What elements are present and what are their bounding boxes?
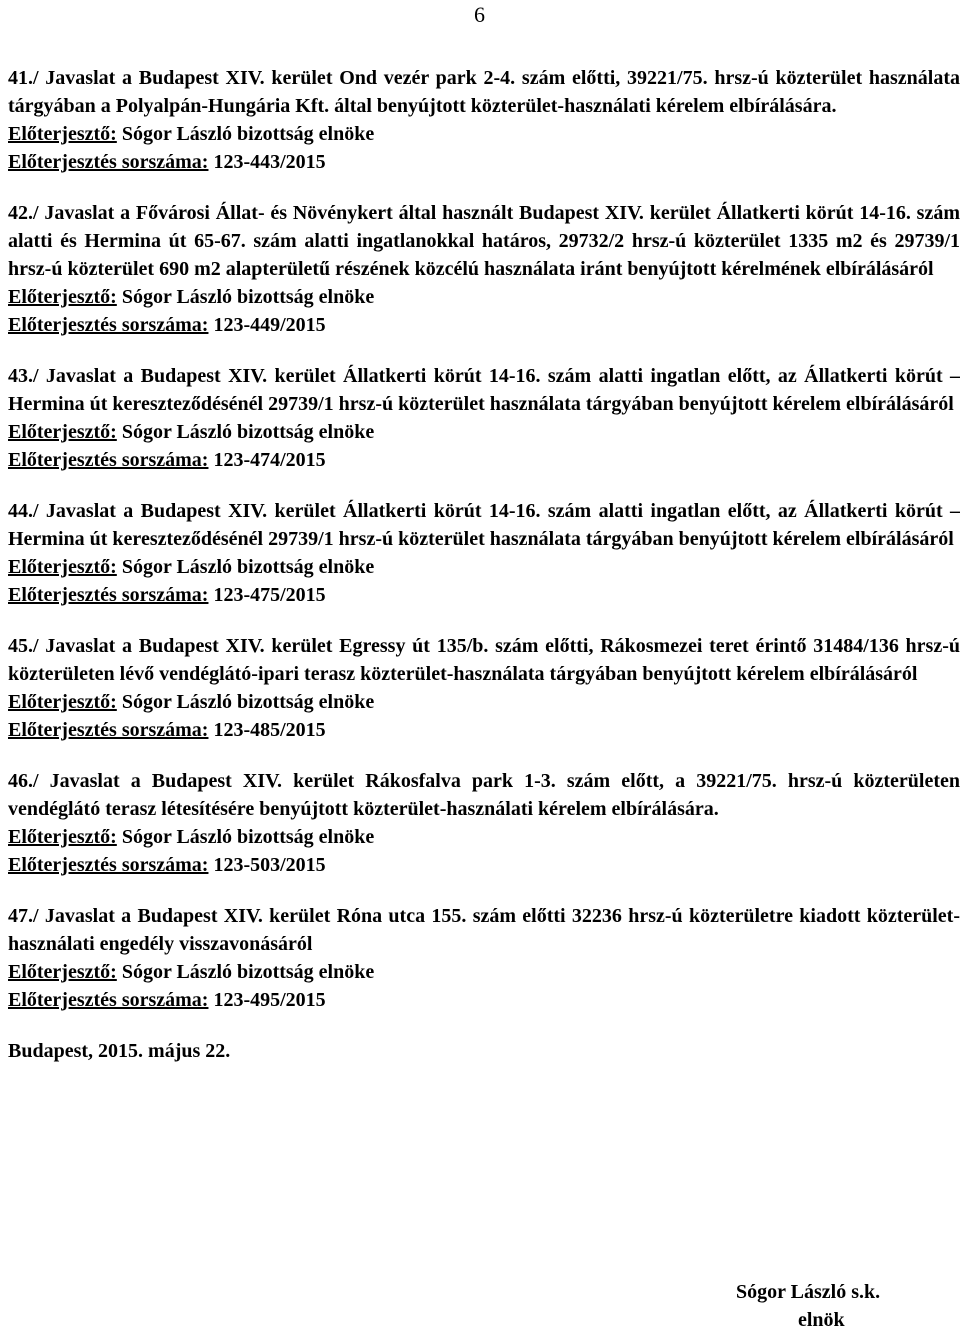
agenda-item (8, 64, 960, 176)
proposal-number: 123-475/2015 (213, 584, 326, 606)
number-label: Előterjesztés sorszáma: (8, 584, 209, 606)
presenter-line (8, 418, 960, 446)
agenda-item (8, 902, 960, 1014)
item-title: 42./ Javaslat a Fővárosi Állat- és Növénykert által használt Budapest XIV. kerület Állatkerti körút 14-16. szám alatti és Hermina út 65-67. szám alatti ingatlanokkal határos, 29732/2 hrsz-ú közterület 1335 m2 és 29739/1 hrsz-ú közterület 690 m2 alapterületű részének közcélú használata iránt benyújtott kérelmének elbírálásáról (8, 202, 960, 280)
presenter-name: Sógor László bizottság elnöke (121, 826, 375, 848)
presenter-name: Sógor László bizottság elnöke (121, 286, 375, 308)
number-label: Előterjesztés sorszáma: (8, 989, 209, 1011)
proposal-number: 123-495/2015 (213, 989, 326, 1011)
proposal-number: 123-485/2015 (213, 719, 326, 741)
presenter-name: Sógor László bizottság elnöke (121, 961, 375, 983)
presenter-line (8, 553, 960, 581)
signature-name: Sógor László s.k. (736, 1281, 881, 1303)
presenter-line (8, 688, 960, 716)
presenter-label: Előterjesztő: (8, 286, 117, 308)
presenter-line (8, 120, 960, 148)
agenda-item (8, 497, 960, 609)
number-line (8, 986, 960, 1014)
item-title: 41./ Javaslat a Budapest XIV. kerület Ond vezér park 2-4. szám előtti, 39221/75. hrsz-ú közterület használata tárgyában a Polyalpán-Hungária Kft. által benyújtott közterület-használati kérelem elbírálására. (8, 67, 960, 117)
agenda-item (8, 199, 960, 339)
proposal-number: 123-443/2015 (213, 151, 326, 173)
number-line (8, 148, 960, 176)
number-line (8, 851, 960, 879)
agenda-content (8, 64, 960, 1065)
number-label: Előterjesztés sorszáma: (8, 719, 209, 741)
presenter-label: Előterjesztő: (8, 961, 117, 983)
number-label: Előterjesztés sorszáma: (8, 854, 209, 876)
item-title: 44./ Javaslat a Budapest XIV. kerület Állatkerti körút 14-16. szám alatti ingatlan előtt, az Állatkerti körút – Hermina út kereszteződésénél 29739/1 hrsz-ú közterület használata tárgyában benyújtott kérelem elbírálásáról (8, 500, 960, 550)
signature-title: elnök (798, 1309, 845, 1331)
item-title: 45./ Javaslat a Budapest XIV. kerület Egressy út 135/b. szám előtti, Rákosmezei teret érintő 31484/136 hrsz-ú közterületen lévő vendéglátó-ipari terasz közterület-használata tárgyában benyújtott kérelem elbírálásáról (8, 635, 960, 685)
item-title: 47./ Javaslat a Budapest XIV. kerület Róna utca 155. szám előtti 32236 hrsz-ú közterületre kiadott közterület-használati engedély visszavonásáról (8, 905, 960, 955)
proposal-number: 123-503/2015 (213, 854, 326, 876)
document-date: Budapest, 2015. május 22. (8, 1040, 231, 1062)
item-title: 46./ Javaslat a Budapest XIV. kerület Rákosfalva park 1-3. szám előtt, a 39221/75. hrsz-ú közterületen vendéglátó terasz létesítésére benyújtott közterület-használati kérelem elbírálására. (8, 770, 960, 820)
presenter-line (8, 283, 960, 311)
number-label: Előterjesztés sorszáma: (8, 449, 209, 471)
proposal-number: 123-449/2015 (213, 314, 326, 336)
signature-block (736, 1278, 880, 1334)
presenter-label: Előterjesztő: (8, 123, 117, 145)
number-label: Előterjesztés sorszáma: (8, 151, 209, 173)
presenter-label: Előterjesztő: (8, 421, 117, 443)
agenda-item (8, 632, 960, 744)
presenter-label: Előterjesztő: (8, 691, 117, 713)
number-line (8, 446, 960, 474)
presenter-line (8, 958, 960, 986)
proposal-number: 123-474/2015 (213, 449, 326, 471)
presenter-name: Sógor László bizottság elnöke (121, 691, 375, 713)
agenda-item (8, 767, 960, 879)
presenter-label: Előterjesztő: (8, 556, 117, 578)
presenter-name: Sógor László bizottság elnöke (121, 556, 375, 578)
agenda-item (8, 362, 960, 474)
number-label: Előterjesztés sorszáma: (8, 314, 209, 336)
presenter-name: Sógor László bizottság elnöke (121, 123, 375, 145)
presenter-line (8, 823, 960, 851)
item-title: 43./ Javaslat a Budapest XIV. kerület Állatkerti körút 14-16. szám alatti ingatlan előtt, az Állatkerti körút – Hermina út kereszteződésénél 29739/1 hrsz-ú közterület használata tárgyában benyújtott kérelem elbírálásáról (8, 365, 960, 415)
number-line (8, 311, 960, 339)
presenter-name: Sógor László bizottság elnöke (121, 421, 375, 443)
presenter-label: Előterjesztő: (8, 826, 117, 848)
page-number: 6 (474, 2, 485, 27)
number-line (8, 581, 960, 609)
number-line (8, 716, 960, 744)
